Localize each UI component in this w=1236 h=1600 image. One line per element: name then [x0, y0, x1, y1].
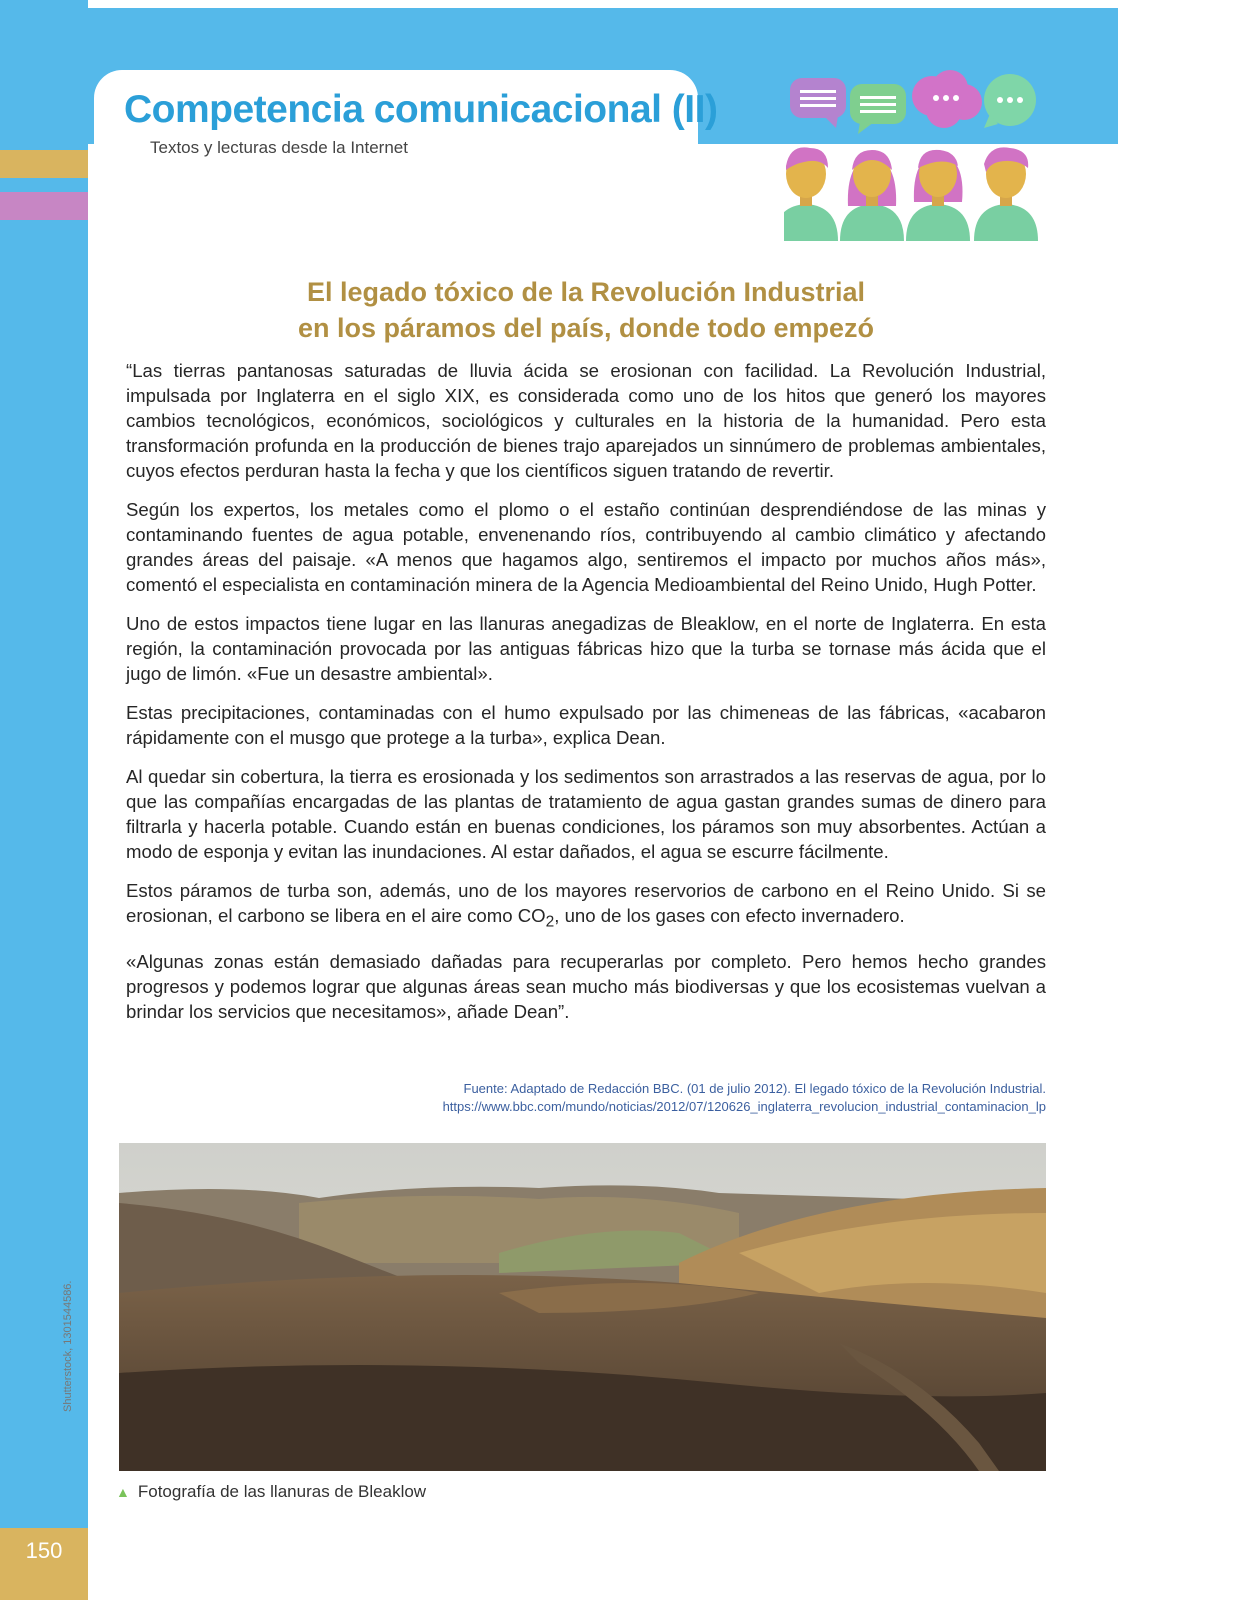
article-paragraph: Estas precipitaciones, contaminadas con el humo expulsado por las chimeneas de las fábricas, «acabaron rápidamente con el musgo que protege a la turba», explica Dean. — [126, 702, 1046, 748]
section-subtitle: Textos y lecturas desde la Internet — [150, 138, 408, 157]
article-paragraph: Uno de estos impactos tiene lugar en las llanuras anegadizas de Bleaklow, en el norte de Inglaterra. En esta región, la contaminación provocada por las antiguas fábricas hizo que la turba se tornase más ácida que el jugo de limón. «Fue un desastre ambiental». — [126, 613, 1046, 684]
page-number: 150 — [25, 1538, 63, 1563]
bleaklow-photo — [119, 1143, 1046, 1471]
section-title: Competencia comunicacional (II) — [124, 88, 718, 131]
caption-text: Fotografía de las llanuras de Bleaklow — [137, 1482, 427, 1501]
article-title-line-2: en los páramos del país, donde todo empezó — [297, 313, 875, 343]
article-title-line-1: El legado tóxico de la Revolución Industrial — [306, 277, 866, 307]
photo-caption — [116, 1482, 426, 1502]
page-margin — [1118, 0, 1236, 1600]
article-paragraph: Al quedar sin cobertura, la tierra es erosionada y los sedimentos son arrastrados a las reservas de agua, por lo que las compañías encargadas de las plantas de tratamiento de agua gastan grandes sumas de dinero para filtrarla y hacerla potable. Cuando están en buenas condiciones, los páramos son muy absorbentes. Actúan a modo de esponja y evitan las inundaciones. Al estar dañados, el agua se escurre fácilmente. — [126, 766, 1046, 862]
chat-bubble-icon — [790, 78, 846, 128]
article-paragraph: “Las tierras pantanosas saturadas de lluvia ácida se erosionan con facilidad. La Revolución Industrial, impulsada por Inglaterra en el siglo XIX, es considerada como uno de los hitos que generó los mayores cambios tecnológicos, económicos, sociológicos y culturales en la historia de la humanidad. Pero esta transformación profunda en la producción de bienes trajo aparejados un sinnúmero de problemas ambientales, cuyos efectos perduran hasta la fecha y que los científicos siguen tratando de revertir. — [126, 360, 1046, 481]
source-line: Fuente: Adaptado de Redacción BBC. (01 de julio 2012). El legado tóxico de la Revolución Industrial. — [463, 1081, 1046, 1096]
person-icon — [974, 147, 1038, 241]
article-paragraph: «Algunas zonas están demasiado dañadas para recuperarlas por completo. Pero hemos hecho grandes progresos y podemos lograr que algunas áreas sean mucho más biodiversas y que los ecosistemas vuelvan a brindar los servicios que necesitamos», añade Dean”. — [126, 950, 1046, 1022]
person-icon — [906, 150, 970, 241]
gold-stripe — [0, 150, 88, 178]
photo-credit: Shutterstock, 1301544586. — [62, 1280, 74, 1412]
paragraph-text: Estos páramos de turba son, además, uno de los mayores reservorios de carbono en el Reino Unido. Si se erosionan, el carbono se libera en el aire como CO — [126, 880, 1046, 926]
chat-people-illustration — [784, 66, 1054, 246]
person-icon — [784, 147, 838, 241]
chat-bubble-icon — [912, 70, 982, 128]
source-citation — [330, 1080, 1046, 1116]
chat-bubble-icon — [984, 74, 1036, 128]
left-side-bar — [0, 0, 88, 1600]
pink-stripe — [0, 192, 88, 220]
paragraph-text: , uno de los gases con efecto invernadero. — [554, 905, 905, 926]
article-paragraph: Según los expertos, los metales como el plomo o el estaño continúan desprendiéndose de las minas y contaminando fuentes de agua potable, envenenando ríos, contribuyendo al cambio climático y afectando grandes áreas del paisaje. «A menos que hagamos algo, sentiremos el impacto por muchos años más», comentó el especialista en contaminación minera de la Agencia Medioambiental del Reino Unido, Hugh Potter. — [126, 499, 1046, 595]
article-body — [126, 358, 1046, 1038]
triangle-marker-icon: ▲ — [116, 1484, 130, 1500]
article-title — [126, 274, 1046, 346]
article-paragraph — [126, 878, 1046, 935]
co2-subscript: 2 — [545, 913, 555, 931]
chat-bubble-icon — [850, 84, 906, 134]
source-url: https://www.bbc.com/mundo/noticias/2012/07/120626_inglaterra_revolucion_industrial_contaminacion_lp — [442, 1099, 1046, 1114]
person-icon — [840, 150, 904, 241]
